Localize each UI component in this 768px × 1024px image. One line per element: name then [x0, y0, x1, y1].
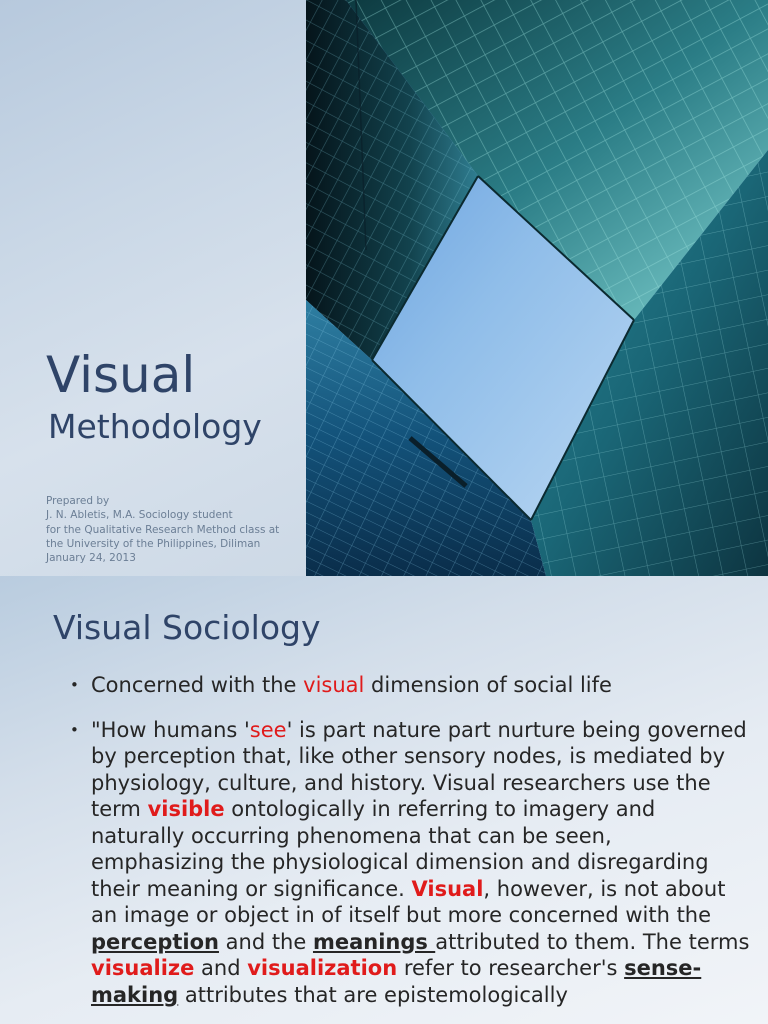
content-slide — [0, 576, 768, 1024]
list-item: • "How humans 'see' is part nature part nurture being governed by perception that, like other sensory nodes, is mediated by physiology, culture, and history. Visual researchers use the term visible ontologically in referring to imagery and naturally occurring phenomena that can be seen, emphasizing the physiological dimension and disregarding their meaning or significance. Visual, however, is not about an image or object in of itself but more concerned with the perception and the meanings attributed to them. The terms visualize and visualization refer to researcher's sense-making attributes that are epistemologically — [70, 717, 750, 1007]
underline-meanings: meanings — [312, 929, 436, 954]
underline-sense-making: sense-making — [91, 956, 702, 1007]
slide-subtitle: Methodology — [48, 407, 262, 446]
highlight-see: see — [249, 717, 287, 742]
highlight-visual: visual — [303, 673, 365, 697]
slide-heading: Visual Sociology — [53, 608, 321, 647]
credits-block — [46, 494, 304, 565]
building-photo — [306, 0, 768, 576]
title-panel — [0, 0, 306, 576]
highlight-visualization: visualization — [247, 956, 398, 980]
credit-line: for the Qualitative Research Method class at — [46, 523, 280, 536]
slide-title: Visual — [46, 346, 196, 404]
credit-line: the University of the Philippines, Diliman — [46, 537, 261, 550]
credit-line: January 24, 2013 — [46, 552, 136, 565]
bullet-dot-icon: • — [70, 720, 79, 739]
underline-perception: perception — [91, 929, 219, 954]
bullet-dot-icon: • — [70, 676, 79, 694]
highlight-visible: visible — [147, 797, 225, 821]
highlight-visualize: visualize — [91, 956, 195, 980]
bullet-list — [70, 672, 750, 1024]
credit-line: Prepared by — [46, 495, 110, 507]
list-item: • Concerned with the visual dimension of social life — [70, 673, 612, 697]
highlight-visual-term: Visual — [411, 876, 484, 901]
credit-line: J. N. Abletis, M.A. Sociology student — [46, 509, 233, 522]
